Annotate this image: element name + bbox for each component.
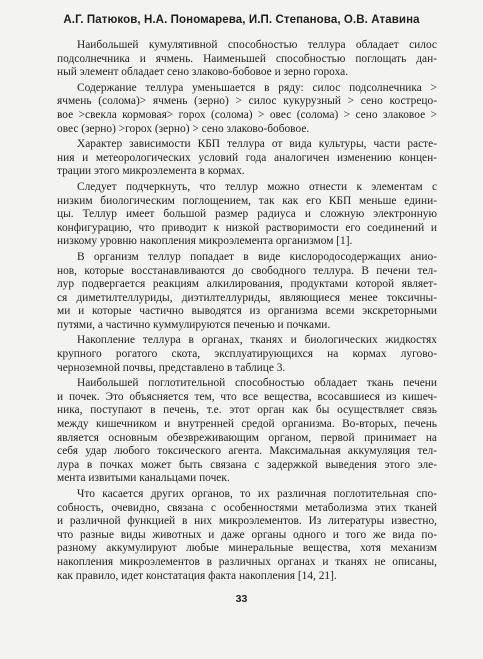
text-line: путями, а частично куммулируются печенью и почками. — [57, 318, 331, 331]
text-line: Характер зависимости КБП теллура от вида культуры, части расте- — [77, 138, 437, 151]
paragraph — [57, 488, 437, 583]
text-line: собность, очевидно, связана с особенностями метаболизма этих тканей — [57, 501, 437, 514]
text-line: и почек. Это объясняется тем, что все вещества, всосавшиеся из кишеч- — [57, 390, 437, 403]
text-line: крупного рогатого скота, эксплуатирующихся на кормах лугово- — [57, 348, 437, 361]
text-line: трации этого микроэлемента в кормах. — [57, 165, 245, 178]
text-line: что разные виды животных и даже органы одного и того же вида по- — [57, 528, 437, 541]
text-line: Содержание теллура уменьшается в ряду: силос подсолнечника > — [77, 81, 437, 94]
text-line: накопления микроэлементов в различных органах и тканях не описаны, — [57, 555, 437, 568]
text-line: вое >свекла кормовая> горох (солома) > овес (солома) > сено злаковое > — [57, 108, 437, 121]
text-line: Накопление теллура в органах, тканях и биологических жидкостях — [77, 334, 437, 347]
paragraph — [57, 334, 437, 375]
text-line: низкому уровню накопления микроэлемента организмом [1]. — [57, 235, 353, 248]
text-line: ячмень (солома)> ячмень (зерно) > силос кукурузный > сено кострецо- — [57, 95, 437, 108]
text-line: Наибольшей поглотительной способностью обладает ткань печени — [77, 377, 437, 390]
text-line: конфигурацию, что приводит к низкой растворимости его соединений и — [57, 221, 437, 234]
text-line: лур подвергается реакциям алкилирования, продуктами которой являет- — [57, 278, 437, 291]
paragraph — [57, 39, 437, 80]
text-line: низким биологическим поглощением, так как его КБП меньше едини- — [57, 194, 437, 207]
text-line: себя удар любого токсического агента. Максимальная аккумуляция тел- — [57, 445, 437, 458]
text-line: ника, поступают в печень, т.е. этот орган как бы осуществляет связь — [57, 404, 437, 417]
text-line: овес (зерно) >горох (зерно) > сено злаково-бобовое. — [57, 122, 310, 135]
text-line: цы. Теллур имеет большой размер радиуса и сложную электронную — [57, 208, 437, 221]
text-line: подсолнечника и ячмень. Наименьшей способностью поглощать дан- — [57, 52, 437, 65]
paragraph — [57, 138, 437, 179]
text-line: и различной функцией в них микроэлементов. Из литературы известно, — [57, 515, 437, 528]
paragraph — [57, 181, 437, 249]
page-number: 33 — [235, 593, 248, 605]
running-header-authors: А.Г. Патюков, Н.А. Пономарева, И.П. Степанова, О.В. Атавина — [63, 14, 420, 26]
text-line: разному аккумулируют любые минеральные вещества, хотя механизм — [57, 542, 437, 555]
text-line: черноземной почвы, представлено в таблице 3. — [57, 361, 286, 374]
paragraph — [57, 251, 437, 333]
text-line: ный элемент обладает сено злаково-бобовое и зерно гороха. — [57, 66, 349, 79]
text-line: мента извитыми канальцами почек. — [57, 472, 230, 485]
text-line: Следует подчеркнуть, что теллур можно отнести к элементам с — [77, 180, 437, 193]
paragraph — [57, 377, 437, 486]
text-line: В организм теллур попадает в виде кислородосодержащих анио- — [77, 250, 437, 263]
text-line: между кишечником и внутренней средой организма. Во-вторых, печень — [57, 418, 437, 431]
paragraph — [57, 82, 437, 136]
text-line: ся диметилтеллуриды, диэтилтеллуриды, являющиеся менее токсичны- — [57, 291, 437, 304]
text-line: нов, которые восстанавливаются до свободного теллура. В печени тел- — [57, 264, 437, 277]
text-line: ми и которые частично выводятся из организма всеми экскреторными — [57, 305, 437, 318]
text-line: Что касается других органов, то их различная поглотительная спо- — [77, 488, 437, 500]
body-text — [57, 39, 437, 585]
text-line: является основным обезвреживающим органом, первой принимает на — [57, 431, 437, 444]
text-line: как правило, идет констатация факта накопления [14, 21]. — [57, 569, 337, 582]
text-line: Наибольшей кумулятивной способностью теллура обладает силос — [77, 39, 437, 51]
text-line: лура в почках может быть связана с задержкой выведения этого эле- — [57, 458, 437, 471]
text-line: ния и метеорологических условий года аналогичен изменению концен- — [57, 151, 437, 164]
